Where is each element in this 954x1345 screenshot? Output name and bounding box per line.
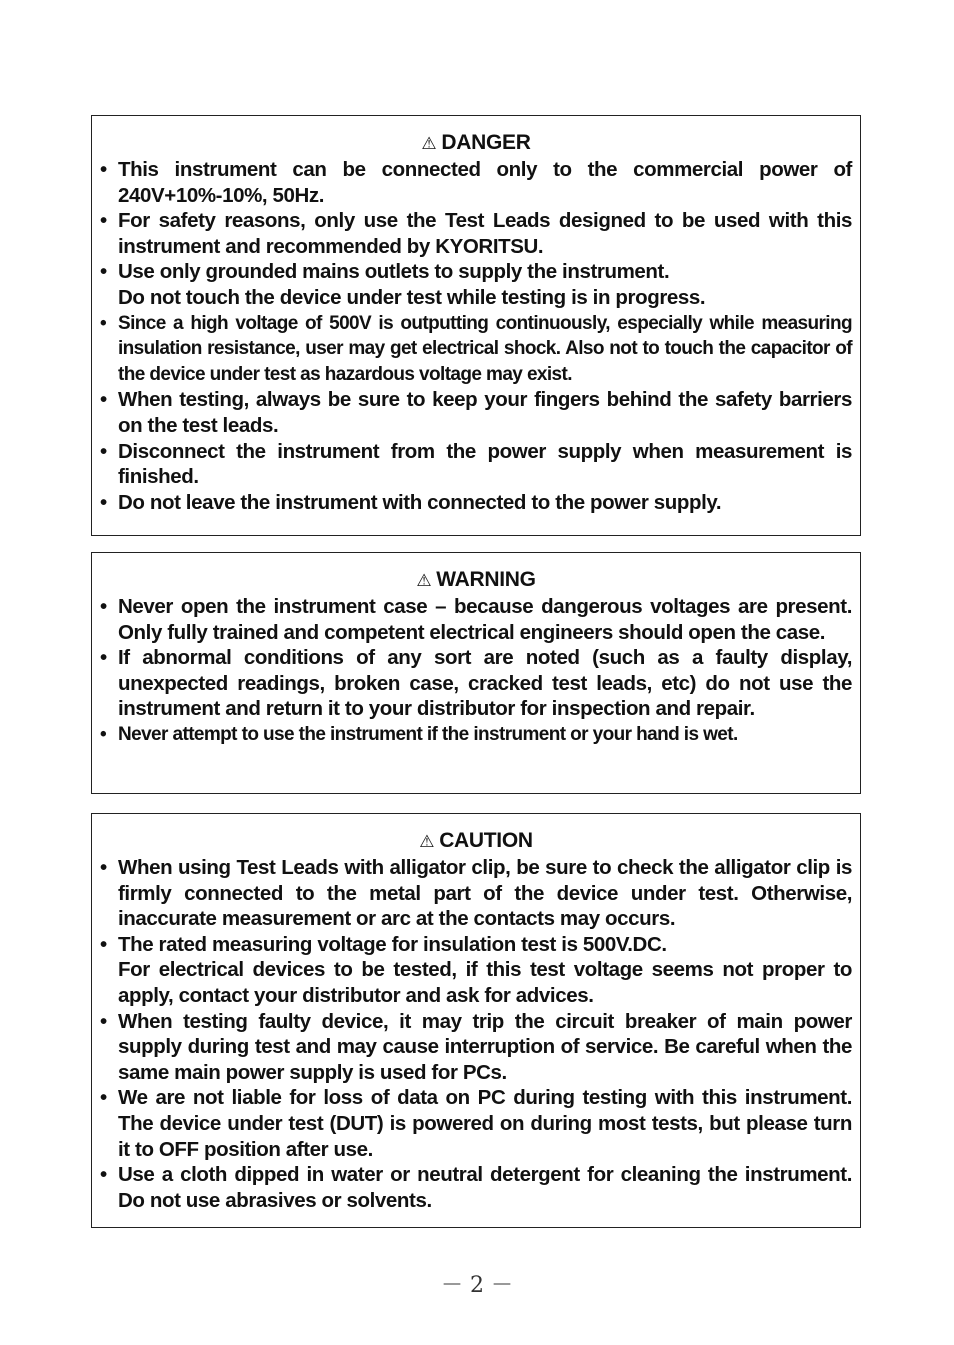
danger-box <box>91 115 861 536</box>
danger-list <box>100 157 852 515</box>
list-item: • Use a cloth dipped in water or neutral detergent for cleaning the instrument. Do not use abrasives or solvents. <box>100 1163 852 1212</box>
danger-heading: ⚠ DANGER <box>100 130 852 157</box>
caution-box <box>91 813 861 1228</box>
list-item: • Since a high voltage of 500V is outputting continuously, especially while measuring insulation resistance, user may get electrical shock. Also not to touch the capacitor of the device under test as hazardous voltage may exist. <box>100 312 852 385</box>
warning-triangle-icon: ⚠ <box>421 134 437 153</box>
caution-heading: ⚠ CAUTION <box>100 828 852 855</box>
list-item: • For safety reasons, only use the Test Leads designed to be used with this instrument and recommended by KYORITSU. <box>100 209 852 258</box>
warning-triangle-icon: ⚠ <box>416 571 432 590</box>
list-item: • When testing, always be sure to keep your fingers behind the safety barriers on the test leads. <box>100 388 852 437</box>
warning-list <box>100 594 852 748</box>
list-item: • When using Test Leads with alligator clip, be sure to check the alligator clip is firmly connected to the metal part of the device under test. Otherwise, inaccurate measurement or arc at the contacts may occurs. <box>100 856 852 931</box>
list-item: • Never open the instrument case – because dangerous voltages are present. Only fully trained and competent electrical engineers should open the case. <box>100 595 852 644</box>
list-item: • The rated measuring voltage for insulation test is 500V.DC. For electrical devices to be tested, if this test voltage seems not proper to apply, contact your distributor and ask for advices. <box>100 932 852 1007</box>
list-item: • When testing faulty device, it may trip the circuit breaker of main power supply during test and may cause interruption of service. Be careful when the same main power supply is used for PCs. <box>100 1009 852 1084</box>
list-item: • Disconnect the instrument from the power supply when measurement is finished. <box>100 439 852 489</box>
page-number: － 2 － <box>441 1273 513 1298</box>
list-item: • This instrument can be connected only to the commercial power of 240V+10%-10%, 50Hz. <box>100 158 852 207</box>
warning-triangle-icon: ⚠ <box>419 832 435 851</box>
list-item: • Use only grounded mains outlets to supply the instrument. Do not touch the device under test while testing is in progress. <box>100 260 706 309</box>
list-item: • Do not leave the instrument with connected to the power supply. <box>100 490 722 514</box>
list-item: • We are not liable for loss of data on PC during testing with this instrument. The device under test (DUT) is powered on during most tests, but please turn it to OFF position after use. <box>100 1086 852 1161</box>
list-item: • If abnormal conditions of any sort are noted (such as a faulty display, unexpected readings, broken case, cracked test leads, etc) do not use the instrument and return it to your distributor for inspection and repair. <box>100 646 852 721</box>
warning-heading: ⚠ WARNING <box>100 567 852 594</box>
warning-box <box>91 552 861 794</box>
list-item: • Never attempt to use the instrument if the instrument or your hand is wet. <box>100 723 738 745</box>
caution-list <box>100 855 852 1213</box>
